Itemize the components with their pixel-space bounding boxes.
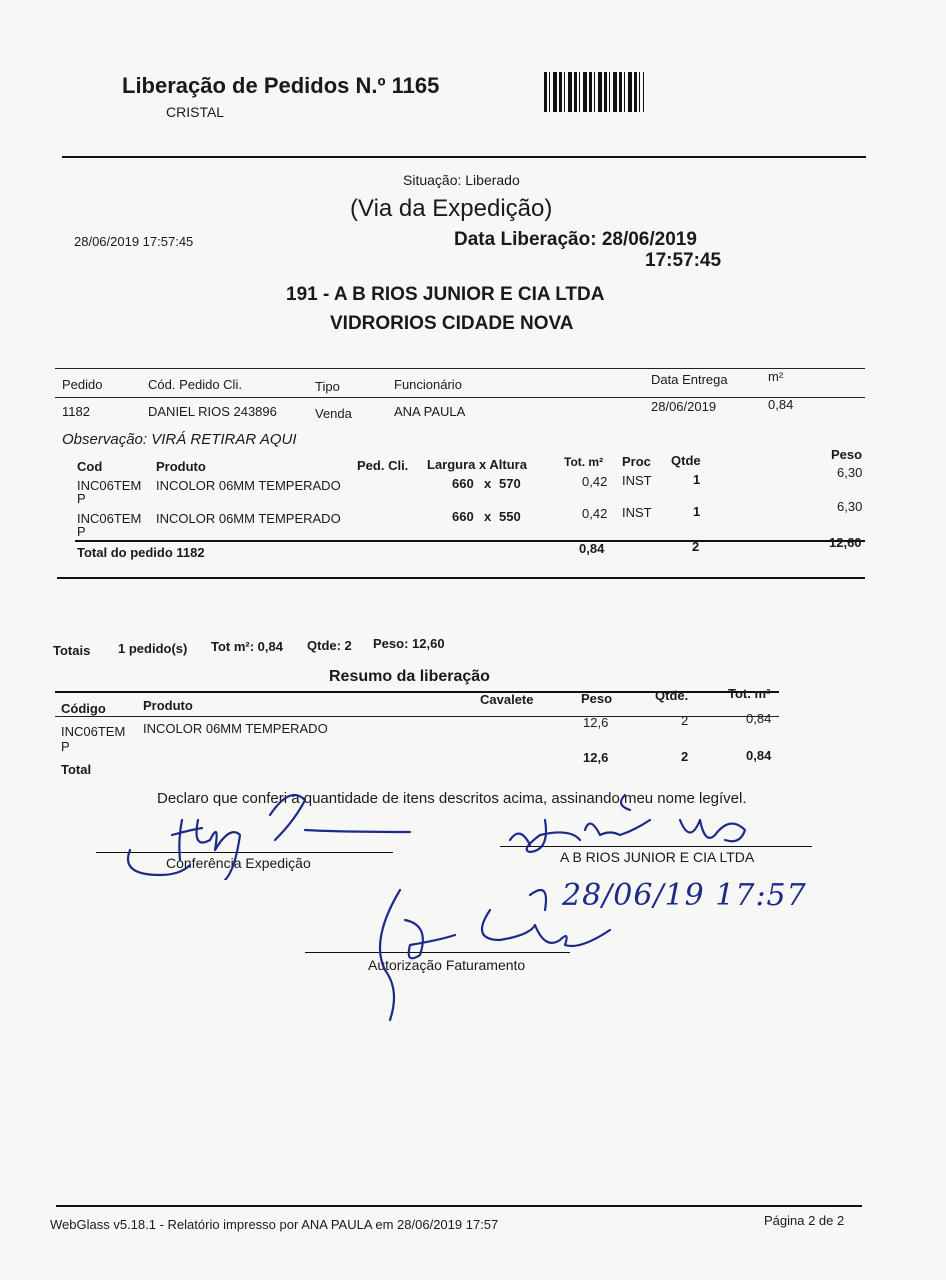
row-proc: INST bbox=[622, 505, 652, 520]
summary-row-produto: INCOLOR 06MM TEMPERADO bbox=[143, 721, 328, 736]
totals-tot-m2: Tot m²: 0,84 bbox=[211, 639, 283, 654]
row-produto: INCOLOR 06MM TEMPERADO bbox=[156, 511, 341, 526]
col-produto: Produto bbox=[156, 459, 206, 474]
header-divider bbox=[62, 156, 866, 158]
document-title: Liberação de Pedidos N.º 1165 bbox=[122, 73, 440, 98]
conferencia-signature bbox=[120, 780, 420, 880]
label-m2: m² bbox=[768, 369, 784, 384]
row-peso: 6,30 bbox=[837, 465, 863, 480]
order-total-m2: 0,84 bbox=[579, 541, 605, 556]
label-data-entrega: Data Entrega bbox=[651, 372, 728, 387]
totals-label: Totais bbox=[53, 643, 91, 658]
via-label: (Via da Expedição) bbox=[350, 195, 553, 222]
col-qtde: Qtde bbox=[671, 453, 701, 468]
value-cod-pedido-cli: DANIEL RIOS 243896 bbox=[148, 404, 277, 419]
summary-row-codigo: INC06TEM bbox=[61, 724, 126, 739]
handwritten-date: 28/06/19 17:57 bbox=[562, 878, 807, 913]
col-tot-m2: Tot. m² bbox=[564, 455, 604, 469]
order-bottom-divider bbox=[57, 577, 865, 579]
order-top-divider bbox=[55, 368, 865, 369]
col-peso: Peso bbox=[831, 447, 863, 462]
label-pedido: Pedido bbox=[62, 377, 103, 392]
row-cod: INC06TEM bbox=[77, 478, 142, 493]
row-x: x bbox=[484, 509, 492, 524]
value-funcionario: ANA PAULA bbox=[394, 404, 466, 419]
summary-col-tot-m2: Tot. m² bbox=[728, 686, 771, 701]
company-signature bbox=[500, 790, 800, 860]
row-cod-suffix: P bbox=[77, 524, 86, 539]
row-tot-m2: 0,42 bbox=[582, 474, 608, 489]
summary-col-produto: Produto bbox=[143, 698, 193, 713]
label-cod-pedido-cli: Cód. Pedido Cli. bbox=[148, 377, 242, 392]
order-header-underline bbox=[55, 397, 865, 398]
summary-col-qtde: Qtde. bbox=[655, 688, 689, 703]
conferencia-label: Conferência Expedição bbox=[166, 855, 311, 871]
totals-qtde: Qtde: 2 bbox=[307, 638, 352, 653]
release-date: Data Liberação: 28/06/2019 bbox=[454, 229, 697, 250]
items-total-divider bbox=[75, 540, 865, 542]
row-cod: INC06TEM bbox=[77, 511, 142, 526]
summary-row-codigo-suffix: P bbox=[61, 739, 70, 754]
company-label: A B RIOS JUNIOR E CIA LTDA bbox=[560, 849, 755, 865]
col-largura-altura: Largura x Altura bbox=[427, 457, 527, 472]
col-proc: Proc bbox=[622, 454, 651, 469]
row-x: x bbox=[484, 476, 492, 491]
row-qtde: 1 bbox=[693, 472, 701, 487]
row-tot-m2: 0,42 bbox=[582, 506, 608, 521]
label-tipo: Tipo bbox=[315, 379, 340, 394]
value-data-entrega: 28/06/2019 bbox=[651, 399, 717, 414]
row-altura: 570 bbox=[499, 476, 521, 491]
client-name: 191 - A B RIOS JUNIOR E CIA LTDA bbox=[286, 284, 605, 305]
summary-row-peso: 12,6 bbox=[583, 715, 609, 730]
col-cod: Cod bbox=[77, 459, 103, 474]
order-total-label: Total do pedido 1182 bbox=[77, 545, 205, 560]
summary-col-codigo: Código bbox=[61, 701, 106, 716]
declaration-text: Declaro que conferi a quantidade de itens descritos acima, assinando meu nome legível. bbox=[157, 790, 747, 807]
summary-row-qtde: 2 bbox=[681, 713, 689, 728]
observation: Observação: VIRÁ RETIRAR AQUI bbox=[62, 431, 297, 448]
row-produto: INCOLOR 06MM TEMPERADO bbox=[156, 478, 341, 493]
printed-datetime: 28/06/2019 17:57:45 bbox=[74, 234, 194, 249]
row-altura: 550 bbox=[499, 509, 521, 524]
summary-total-m2: 0,84 bbox=[746, 748, 772, 763]
col-ped-cli: Ped. Cli. bbox=[357, 458, 409, 473]
summary-total-qtde: 2 bbox=[681, 749, 689, 764]
autorizacao-label: Autorização Faturamento bbox=[368, 957, 526, 973]
row-largura: 660 bbox=[452, 476, 474, 491]
summary-header-underline bbox=[55, 716, 779, 717]
barcode bbox=[544, 72, 644, 112]
release-time: 17:57:45 bbox=[645, 250, 722, 271]
label-funcionario: Funcionário bbox=[394, 377, 462, 392]
summary-total-peso: 12,6 bbox=[583, 750, 609, 765]
row-largura: 660 bbox=[452, 509, 474, 524]
value-tipo: Venda bbox=[315, 406, 352, 421]
client-store: VIDRORIOS CIDADE NOVA bbox=[330, 313, 574, 334]
summary-col-peso: Peso bbox=[581, 691, 613, 706]
order-total-qtde: 2 bbox=[692, 539, 700, 554]
row-cod-suffix: P bbox=[77, 491, 86, 506]
value-pedido: 1182 bbox=[62, 404, 90, 419]
summary-col-cavalete: Cavalete bbox=[480, 692, 534, 707]
value-m2: 0,84 bbox=[768, 397, 794, 412]
document-subtitle: CRISTAL bbox=[166, 104, 225, 120]
footer-printed-by: WebGlass v5.18.1 - Relatório impresso por ANA PAULA em 28/06/2019 17:57 bbox=[50, 1217, 499, 1232]
summary-row-tot-m2: 0,84 bbox=[746, 711, 772, 726]
totals-peso: Peso: 12,60 bbox=[373, 636, 445, 651]
row-proc: INST bbox=[622, 473, 652, 488]
page-number: Página 2 de 2 bbox=[764, 1213, 845, 1228]
situation-label: Situação: Liberado bbox=[403, 172, 520, 188]
summary-total-label: Total bbox=[61, 762, 92, 777]
footer-divider bbox=[56, 1205, 862, 1207]
row-qtde: 1 bbox=[693, 504, 701, 519]
summary-title: Resumo da liberação bbox=[329, 668, 490, 685]
order-total-peso: 12,60 bbox=[829, 535, 862, 550]
row-peso: 6,30 bbox=[837, 499, 863, 514]
totals-pedidos: 1 pedido(s) bbox=[118, 641, 188, 656]
